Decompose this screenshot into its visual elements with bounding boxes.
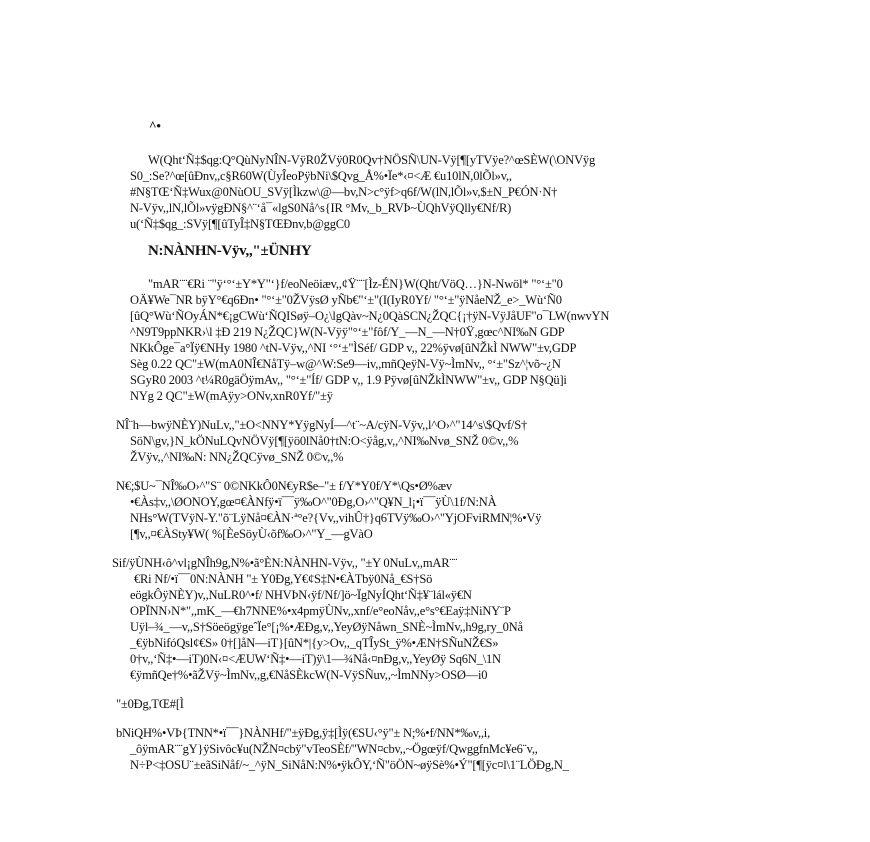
paragraph-1-line-5: u(‘Ñ‡$qg_:SVÿ[¶[ûTyÎ‡N§TŒÐnv,b@ggC0 [130,217,350,231]
paragraph-2-line-2: OÄ¥We¯NR bÿY°€q6Ðn• "°‘±"0ŽVÿsØ yÑb€"‘±"(I(IyR0Yf/ "°‘±"ÿNåeNŽ_e>_Wù‘Ñ0 [130,293,562,307]
paragraph-3-line-3: ŽVÿv,,^NI‰N: NN¿ŽQCÿvø_SNŽ 0©v,,% [130,450,344,464]
paragraph-2-line-5: NKkÔge¯a°Ïÿ€NHy 1980 ^tN-Vÿv,,^NI ‘°‘±"ÌSéf/ GDP v,, 22%ÿvø[ûNŽkÌ NWW"±v,GDP [130,341,577,355]
paragraph-4-line-3: NHs°W(TVÿN-Y."õ¨LÿNå¤€ÀN·ª°e?{Vv,,vihÛ†}q6TVÿ‰O›^"YjOFviRMN¦%•Vÿ [130,511,542,525]
paragraph-5-line-1: Sif/ÿÙNH‹ô^vl¡gNÎh9g,N%•ã°ÈN:NÀNHN-Vÿv,, "±Y 0NuLv,,mAR¨¨ [112,556,458,570]
paragraph-1-line-2: S0_:Se?^œ[ûÐnv,,c§R60W(ÙyÎeoPÿbNi\$Qvg_Å%•Ïe*‹¤<Æ €u10lN,0lÕl»v,, [130,169,512,183]
paragraph-1-line-3: #N§TŒ‘Ñ‡Wux@0NùOU_SVÿ[Ìkzw\@—bv,N>c°ÿf>q6f/W(lN,lÕl»v,$±N_P€ÓN·N† [130,185,558,199]
paragraph-4-line-4: [¶v,,¤€ÀSty¥W( %[ÈeSöyÙ‹õf‰O›^"Y_—gVàO [130,527,373,541]
section-heading: N:NÀNHN-Vÿv,,"±ÜNHY [148,243,312,259]
paragraph-5-line-6: _€ÿbNifóQsl¢€S» 0†[]åN—iT}[ûN*|{y>Ov,,_qTÎySt_ÿ%•ÆN†SÑuNŽ€S» [130,636,499,650]
paragraph-5-line-2: €Ri Nf/•ï¯¯0N:NÀNH "± Y0Ðg,Y€¢S‡N•€ÀTbÿ0Nå_€S†Sö [134,572,433,586]
paragraph-2-line-4: ^N9T9ppNKR›\l ‡Ð 219 N¿ŽQC}W(N-Vÿÿ"°‘±"fôf/Y_—N_—N†0Ÿ,gœc^NI‰N GDP [130,325,565,339]
paragraph-7-line-3: N÷P<‡OSU¨±eãSiNåf/~_^ÿN_SiNåN:N%•ÿkÔY,‘Ñ"öÖN~øÿSè%•Ý"[¶[ÿc¤l\1¨LÖÐg,N_ [130,758,569,772]
paragraph-7-line-2: _ôÿmAR¨¨gY}ÿSivôc¥u(NŽN¤cbÿ"vTeoSÈf/"WN¤cbv,,~Ögœÿf/QwggfnMc¥e6¨v,, [130,742,538,756]
section-mark: ^• [149,118,161,133]
paragraph-4-line-2: •€Às‡v,,\ØONOY,gœ¤€ÀNfÿ•ï¯¯ÿ‰O^"0Ðg,O›^"Q¥N_l¡•ï¯¯ÿÙ\1f/N:NÀ [130,495,497,509]
paragraph-2-line-6: Sèg 0.22 QC"±W(mA0NÎ€NåTÿ–w@^W:Se9—iv,,mñQeÿN-Vÿ~ÌmNv,, °‘±"Sz^¦võ~¿N [130,357,561,371]
paragraph-2-line-1: "mAR¨¨€Ri ¨"ÿ‘°‘±Y*Y"‘}f/eoNeöiæv,,¢Ÿ¨¨[Ìz-ÉN}W(Qht/VöQ…}N-Nwöl* "°‘±"0 [148,277,563,291]
paragraph-2-line-7: SGyR0 2003 ^t¼R0gäÖÿmAv,, "°‘±"Íf/ GDP v,, 1.9 Pÿvø[ûNŽkÌNWW"±v,, GDP N§Qü]i [130,373,567,387]
paragraph-5-line-8: €ÿmñQe†%•ãŽVÿ~ÌmNv,,g,€NåSÈkcW(N-VÿSÑuv,,~ÌmNNy>OSØ—i0 [130,668,488,682]
paragraph-6-line-1: "±0Ðg,TŒ#[Ì [116,697,184,711]
paragraph-1-line-1: W(Qht‘Ñ‡$qg:Q°QùNyNÎN-VÿR0ŽVÿ0R0Qv†NÖSÑ\UN-Vÿ[¶[yTVÿe?^œSÈW(\ONVÿg [148,153,596,167]
paragraph-5-line-3: eögkÔÿNÈY)v,,NuLR0^•f/ NHVÞN‹ÿf/Nf/]ö~ÏgNyÍQht‘Ñ‡¥¨lál«ÿ€N [130,588,472,602]
paragraph-5-line-5: Uÿl–¾_—v,,S†SöeögÿgeˆÏe°[¡%•ÆÐg,v,,YeyØÿNåwn_SNÈ~ÌmNv,,h9g,ry_0Nå [130,620,523,634]
paragraph-4-line-1: N€;$U~¯NÎ‰O›^"S¨ 0©NKkÔ0N€yR$e–"± f/Y*Y0f/Y*\Qs•Ø%æv [116,479,452,493]
paragraph-7-line-1: bNiQH%•VÞ{TNN*•ï¯¯}NÀNHf/"±ÿÐg,ÿ‡[Ìÿ(€SU‹°ÿ"± N;%•f/NN*‰v,,i, [116,726,491,740]
paragraph-3-line-2: SöN\gv,}N_kÖNuLQvNÖVÿ[¶[ÿö0lNå0†tN:O<ÿåg,v,,^NI‰Nvø_SNŽ 0©v,,% [130,434,519,448]
paragraph-5-line-4: OPÏNN›N*",,mK_—€h7NNE%•x4pmÿÙNv,,xnf/e°eoNåv,,e°s°€Eaÿ‡NiNY¨P [130,604,511,618]
paragraph-2-line-3: [ûQ°Wù‘ÑOyÁN*€¡gCWù‘ÑQISøÿ–O¿\lgQàv~N¿0QàSCN¿ŽQC{¡†ÿN-VÿJåUF"o¯LW(nwvYN [130,309,610,323]
paragraph-2-line-8: NYg 2 QC"±W(mAÿy>ONv,xnR0Yf/"±ÿ [130,389,333,403]
paragraph-3-line-1: NÎ¨h—bwÿNÈY)NuLv,,"±O<NNY*YÿgNyÍ—^t¨~A/cÿN-Vÿv,,l^O›^"14^s\$Qvf/S† [116,418,528,432]
paragraph-1-line-4: N-Vÿv,,lN,lÕl»vÿgÐN§^¨‘å¯«lgS0Nå^s{IR °Mv,_b_RVÞ~ÙQhVÿQlly€Nf/R) [130,201,512,215]
paragraph-5-line-7: 0†v,,‘Ñ‡•—iT)0N‹¤<ÆUW‘Ñ‡•—iT)ÿ\1—¾Nå‹¤nÐg,v,,YeyØÿ Sq6N_\1N [130,652,501,666]
